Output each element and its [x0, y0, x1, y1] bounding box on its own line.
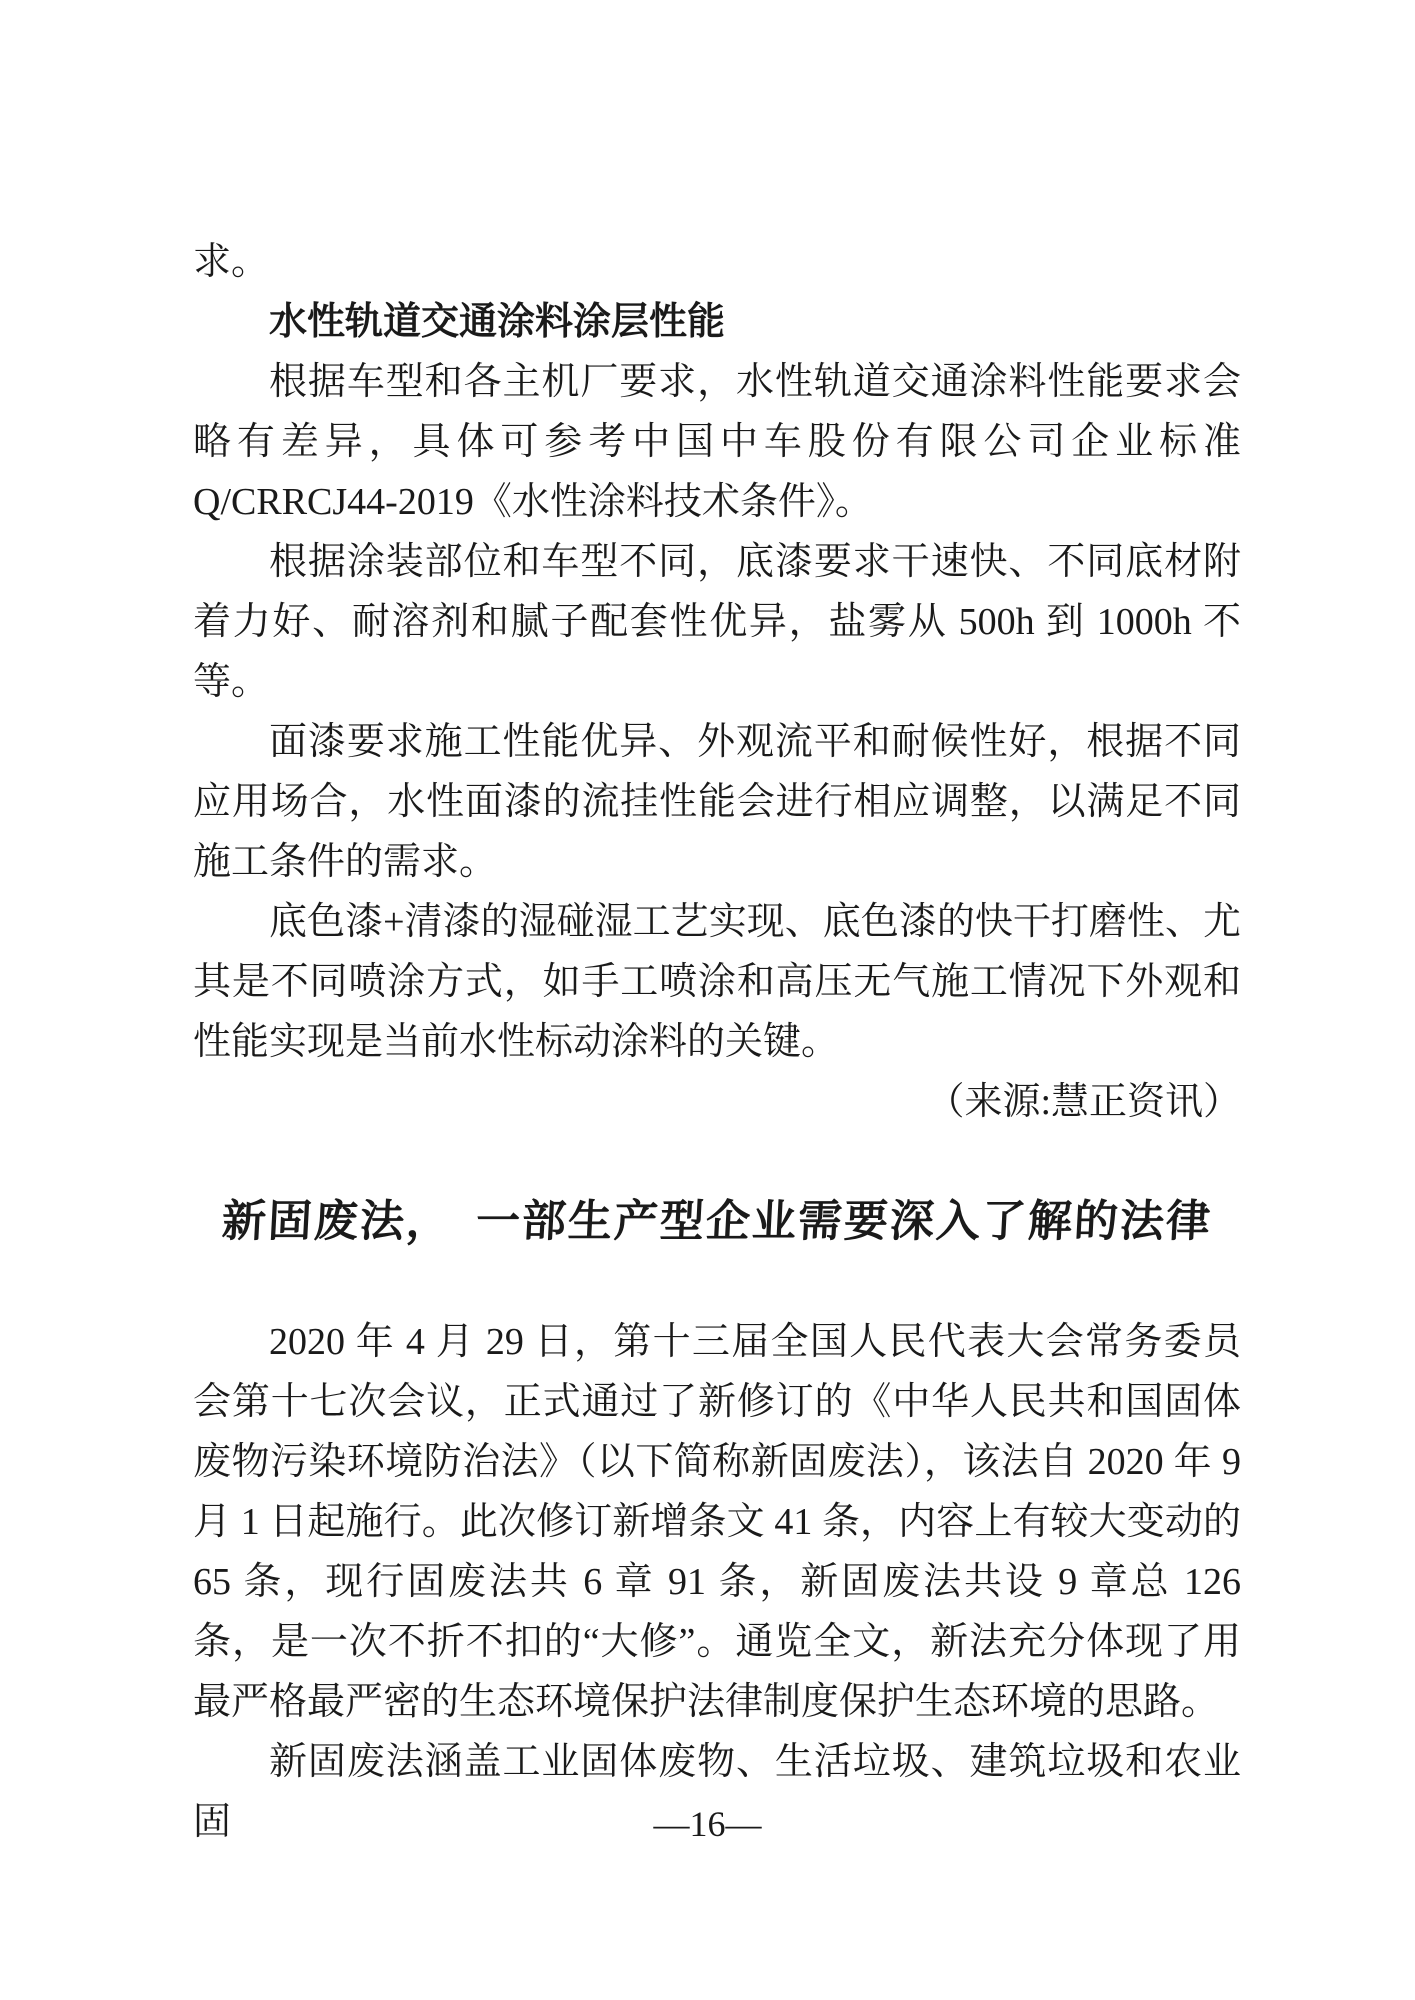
article1-heading: 水性轨道交通涂料涂层性能 — [269, 301, 726, 343]
article1-source-line: （来源:慧正资讯） — [926, 1081, 1241, 1123]
article2-paragraph-1: 2020 年 4 月 29 日，第十三届全国人民代表大会常务委员会第十七次会议，正式通过了新修订的《中华人民共和国固体废物污染环境防治法》（以下简称新固废法），该法自 2020 年 9 月 1 日起施行。此次修订新增条文 41 条，内容上有较大变动的 65 条，现行固废法共 6 章 91 条，新固废法共设 9 章总 126 条，是一次不折不扣的“大修”。通览全文，新法充分体现了用最严格最严密的生态环境保护法律制度保护生态环境的思路。 — [193, 1321, 1241, 1723]
article1-paragraph-3: 面漆要求施工性能优异、外观流平和耐候性好，根据不同应用场合，水性面漆的流挂性能会进行相应调整，以满足不同施工条件的需求。 — [193, 721, 1241, 883]
page-number: —16— — [653, 1804, 762, 1844]
article1-paragraph-4: 底色漆+清漆的湿碰湿工艺实现、底色漆的快干打磨性、尤其是不同喷涂方式，如手工喷涂和高压无气施工情况下外观和性能实现是当前水性标动涂料的关键。 — [193, 901, 1241, 1063]
article1-paragraph-2: 根据涂装部位和车型不同，底漆要求干速快、不同底材附着力好、耐溶剂和腻子配套性优异，盐雾从 500h 到 1000h 不等。 — [193, 541, 1241, 703]
article2-paragraph-2: 新固废法涵盖工业固体废物、生活垃圾、建筑垃圾和农业固 — [193, 1741, 1241, 1843]
page-content — [193, 232, 1241, 1852]
continuation-text: 求。 — [193, 241, 270, 283]
article1-paragraph-1: 根据车型和各主机厂要求，水性轨道交通涂料性能要求会略有差异，具体可参考中国中车股份有限公司企业标准 Q/CRRCJ44-2019《水性涂料技术条件》。 — [193, 361, 1241, 523]
page-footer — [0, 1802, 1415, 1846]
article2-heading: 新固废法， 一部生产型企业需要深入了解的法律 — [220, 1197, 1214, 1246]
